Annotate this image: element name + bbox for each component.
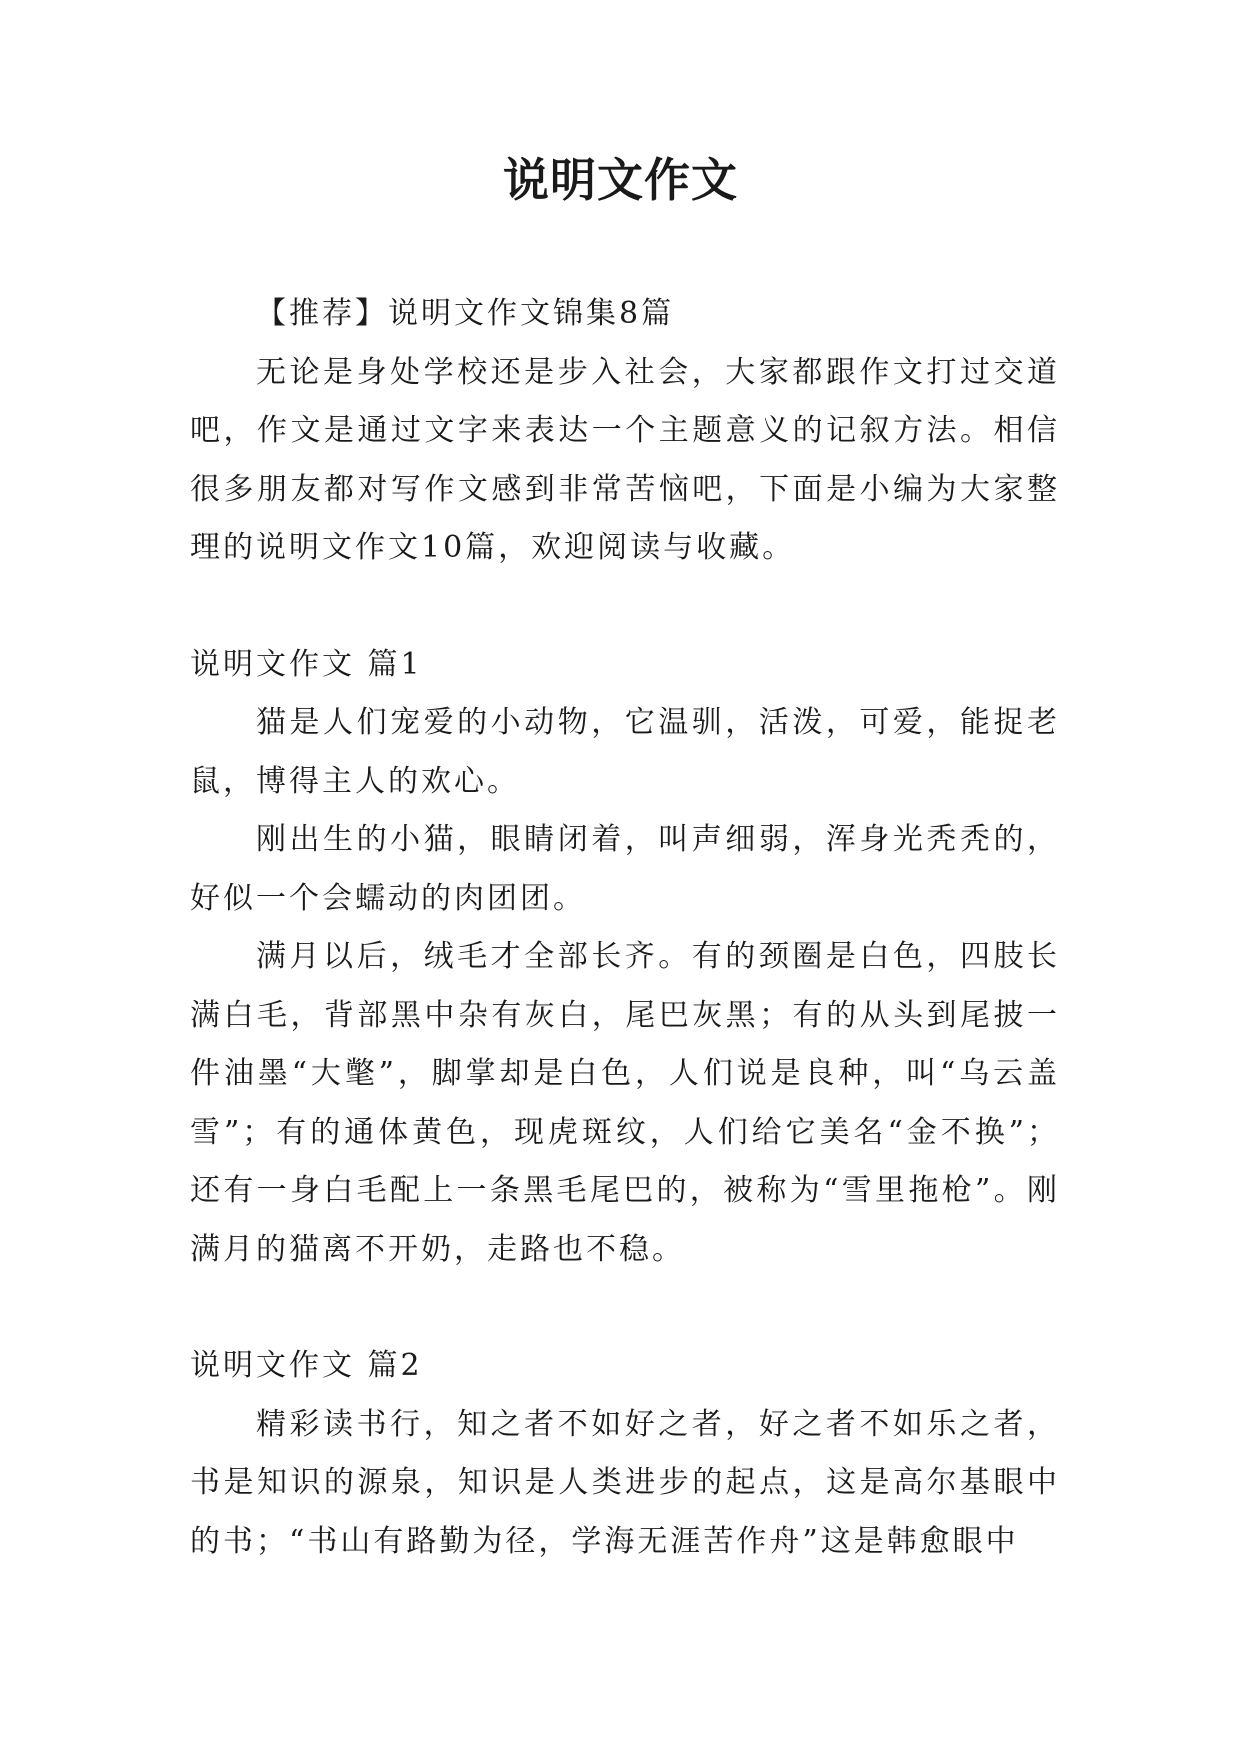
- body-paragraph: 刚出生的小猫，眼睛闭着，叫声细弱，浑身光秃秃的，好似一个会蠕动的肉团团。: [190, 822, 1060, 916]
- document-title: 说明文作文: [503, 153, 738, 207]
- section-heading-2: 说明文作文 篇2: [190, 1348, 423, 1383]
- body-paragraph: 满月以后，绒毛才全部长齐。有的颈圈是白色，四肢长满白毛，背部黑中杂有灰白，尾巴灰黑；有的从头到尾披一件油墨“大氅”，脚掌却是白色，人们说是良种，叫“乌云盖雪”；有的通体黄色，现虎斑纹，人们给它美名“金不换”；还有一身白毛配上一条黑毛尾巴的，被称为“雪里拖枪”。刚满月的猫离不开奶，走路也不稳。: [190, 939, 1060, 1267]
- body-paragraph: 猫是人们宠爱的小动物，它温驯，活泼，可爱，能捉老鼠，博得主人的欢心。: [190, 705, 1060, 799]
- document-body: [190, 285, 1060, 1571]
- body-paragraph: 精彩读书行，知之者不如好之者，好之者不如乐之者，书是知识的源泉，知识是人类进步的起点，这是高尔基眼中的书；“书山有路勤为径，学海无涯苦作舟”这是韩愈眼中: [190, 1406, 1060, 1559]
- section-heading-1: 说明文作文 篇1: [190, 646, 423, 682]
- intro-line: 【推荐】说明文作文锦集8篇: [256, 296, 675, 331]
- intro-paragraph: 无论是身处学校还是步入社会，大家都跟作文打过交道吧，作文是通过文字来表达一个主题意义的记叙方法。相信很多朋友都对写作文感到非常苦恼吧，下面是小编为大家整理的说明文作文10篇，欢迎阅读与收藏。: [190, 354, 1060, 565]
